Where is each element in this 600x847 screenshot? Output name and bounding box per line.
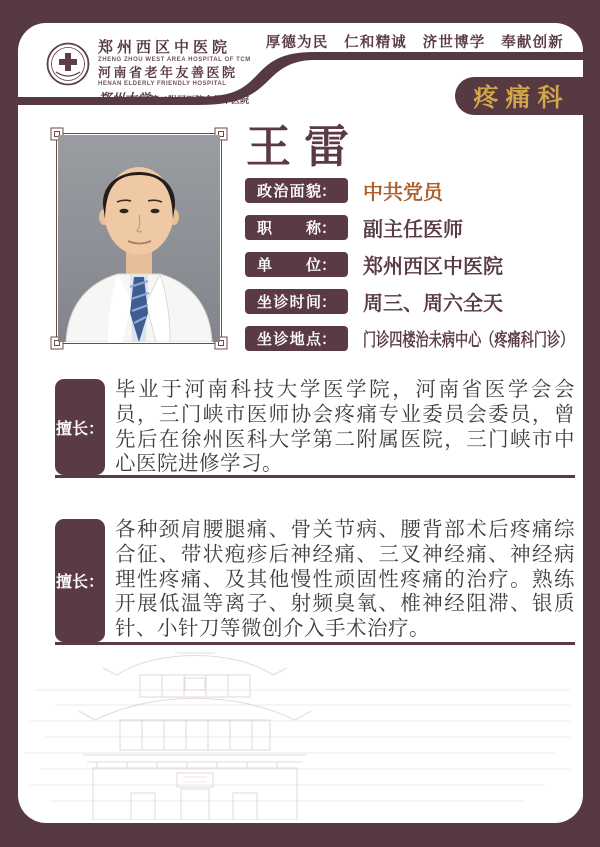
skill-section-education xyxy=(55,377,575,478)
department-badge: 疼痛科 xyxy=(455,77,600,115)
clinic-location-label: 坐诊地点 ： xyxy=(245,326,348,351)
clinic-time-value: 周三、周六全天 xyxy=(363,293,503,315)
skill-label: 擅长 ： xyxy=(55,519,105,642)
affiliation-university: 郑州大学 xyxy=(98,92,151,107)
affiliation-rest: 第二附属医院合作中医院 xyxy=(150,95,250,105)
hospital-seal-cross-icon xyxy=(46,42,90,86)
hospital-affiliation xyxy=(98,91,288,107)
skill-text-expertise: 各种颈肩腰腿痛、骨关节病、腰背部术后疼痛综合征、带状疱疹后神经痛、三叉神经痛、神经病理性疼痛、及其他慢性顽固性疼痛的治疗。熟练开展低温等离子、射频臭氧、椎神经阻滞、银质针、小针刀等微创介入手术治疗。 xyxy=(115,518,575,641)
hospital-subname-en: HENAN ELDERLY FRIENDLY HOSPITAL xyxy=(98,81,227,87)
info-row-political-status xyxy=(245,178,443,203)
skill-text-education: 毕业于河南科技大学医学院，河南省医学会会员，三门峡市医师协会疼痛专业委员会委员，曾先后在徐州医科大学第二附属医院，三门峡市中心医院进修学习。 xyxy=(115,378,575,476)
doctor-name: 王雷 xyxy=(246,121,363,172)
clinic-time-label: 坐诊时间 ： xyxy=(245,289,348,314)
skill-label: 擅长 ： xyxy=(55,379,105,475)
unit-value: 郑州西区中医院 xyxy=(363,256,503,278)
hospital-name-en: ZHENG ZHOU WEST AREA HOSPITAL OF TCM xyxy=(98,57,251,63)
hospital-name-block xyxy=(98,40,288,107)
doctor-portrait-photo xyxy=(58,135,220,342)
skill-section-expertise xyxy=(55,517,575,645)
info-row-unit xyxy=(245,252,503,277)
hospital-slogan: 厚德为民 仁和精诚 济世博学 奉献创新 xyxy=(265,35,564,51)
political-status-value: 中共党员 xyxy=(363,182,443,204)
title-value: 副主任医师 xyxy=(363,219,463,241)
info-row-title xyxy=(245,215,463,240)
info-row-clinic-location xyxy=(245,326,600,351)
title-label: 职称 ： xyxy=(245,215,348,240)
hospital-name-cn: 郑州西区中医院 xyxy=(98,39,232,56)
unit-label: 单位 ： xyxy=(245,252,348,277)
clinic-location-value: 门诊四楼治未病中心（疼痛科门诊） xyxy=(363,329,574,350)
info-row-clinic-time xyxy=(245,289,503,314)
political-status-label: 政治面貌 ： xyxy=(245,178,348,203)
hospital-subname-cn: 河南省老年友善医院 xyxy=(98,65,238,80)
temple-building-sketch xyxy=(25,645,575,820)
